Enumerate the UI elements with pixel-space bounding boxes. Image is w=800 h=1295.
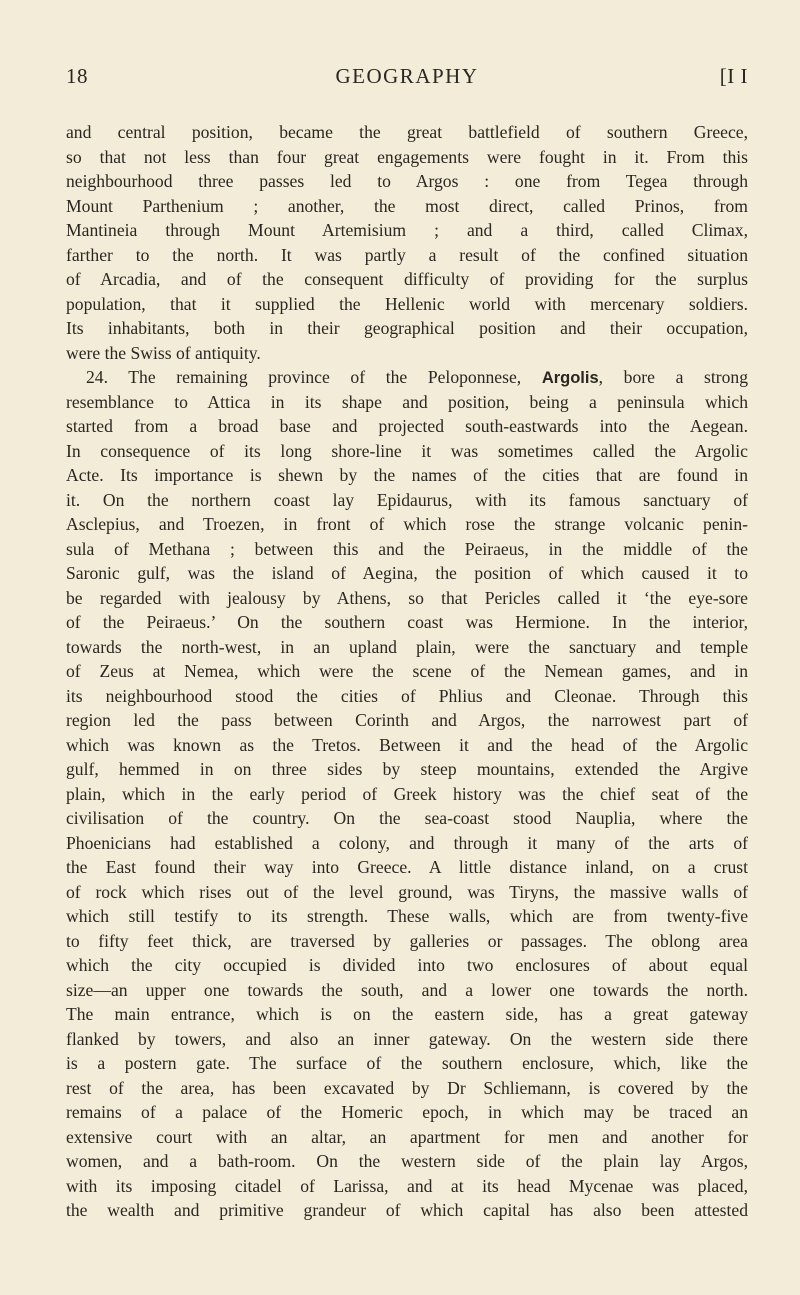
text-line: be regarded with jealousy by Athens, so that Pericles called it ‘the eye-sore xyxy=(66,587,748,608)
text-line: Acte. Its importance is shewn by the names of the cities that are found in xyxy=(66,465,748,485)
text-line: with its imposing citadel of Larissa, and at its head Mycenae was placed, xyxy=(66,1175,748,1196)
text-line: Asclepius, and Troezen, in front of which rose the strange volcanic penin- xyxy=(66,514,748,534)
text-line: were the Swiss of antiquity. xyxy=(66,342,261,363)
text-line: In consequence of its long shore-line it was sometimes called the Argolic xyxy=(66,440,748,461)
text-line: region led the pass between Corinth and Argos, the narrowest part of xyxy=(66,710,748,730)
text-line: plain, which in the early period of Greek history was the chief seat of the xyxy=(66,783,748,804)
text-line: is a postern gate. The surface of the southern enclosure, which, like the xyxy=(66,1053,748,1073)
text-line: civilisation of the country. On the sea-coast stood Nauplia, where the xyxy=(66,808,748,828)
text-line: of the Peiraeus.’ On the southern coast was Hermione. In the interior, xyxy=(66,612,748,632)
text-line: which still testify to its strength. These walls, which are from twenty-five xyxy=(66,906,748,926)
text-line: and central position, became the great battlefield of southern Greece, xyxy=(66,122,748,142)
running-header xyxy=(66,64,748,94)
text-line: its neighbourhood stood the cities of Phlius and Cleonae. Through this xyxy=(66,685,748,706)
text-line: The main entrance, which is on the eastern side, has a great gateway xyxy=(66,1004,748,1024)
text-line: it. On the northern coast lay Epidaurus, with its famous sanctuary of xyxy=(66,489,748,510)
text-line: neighbourhood three passes led to Argos : one from Tegea through xyxy=(66,171,748,191)
paragraph-24-first-line: 24. The remaining province of the Peloponnese, Argolis, bore a strong xyxy=(86,367,748,387)
text-line: to fifty feet thick, are traversed by galleries or passages. The oblong area xyxy=(66,930,748,951)
text-line: resemblance to Attica in its shape and position, being a peninsula which xyxy=(66,391,748,412)
paragraph-24 xyxy=(66,390,748,1223)
text-line: the wealth and primitive grandeur of which capital has also been attested xyxy=(66,1200,748,1220)
text-line: remains of a palace of the Homeric epoch, in which may be traced an xyxy=(66,1102,748,1122)
argolis-heading: Argolis xyxy=(541,369,599,387)
text-line: which the city occupied is divided into two enclosures of about equal xyxy=(66,955,748,975)
text-line: which was known as the Tretos. Between it and the head of the Argolic xyxy=(66,734,748,755)
text-line: Saronic gulf, was the island of Aegina, the position of which caused it to xyxy=(66,563,748,583)
page-number: 18 xyxy=(66,64,88,88)
section-marker: [I I xyxy=(719,64,748,88)
paragraph-23 xyxy=(66,120,748,365)
text-line: Its inhabitants, both in their geographical position and their occupation, xyxy=(66,318,748,338)
text-line: of Arcadia, and of the consequent difficulty of providing for the surplus xyxy=(66,269,748,289)
text-line: Mantineia through Mount Artemisium ; and a third, called Climax, xyxy=(66,220,748,240)
text-line: farther to the north. It was partly a result of the confined situation xyxy=(66,244,748,265)
text-line: gulf, hemmed in on three sides by steep mountains, extended the Argive xyxy=(66,759,748,779)
text-line: flanked by towers, and also an inner gateway. On the western side there xyxy=(66,1028,748,1049)
text-line: women, and a bath-room. On the western side of the plain lay Argos, xyxy=(66,1151,748,1171)
text-line: rest of the area, has been excavated by Dr Schliemann, is covered by the xyxy=(66,1077,748,1098)
text-line: of rock which rises out of the level ground, was Tiryns, the massive walls of xyxy=(66,881,748,902)
text-line: the East found their way into Greece. A little distance inland, on a crust xyxy=(66,857,748,877)
body-text xyxy=(66,120,748,1223)
text-line: started from a broad base and projected south-eastwards into the Aegean. xyxy=(66,416,748,436)
text-line: towards the north-west, in an upland plain, were the sanctuary and temple xyxy=(66,636,748,657)
text-line: size—an upper one towards the south, and a lower one towards the north. xyxy=(66,979,748,1000)
text-line: Phoenicians had established a colony, and through it many of the arts of xyxy=(66,832,748,853)
text-line: of Zeus at Nemea, which were the scene of the Nemean games, and in xyxy=(66,661,748,681)
text-line: population, that it supplied the Hellenic world with mercenary soldiers. xyxy=(66,293,748,314)
text-line: sula of Methana ; between this and the Peiraeus, in the middle of the xyxy=(66,538,748,559)
text-line: extensive court with an altar, an apartment for men and another for xyxy=(66,1126,748,1147)
text-line: so that not less than four great engagements were fought in it. From this xyxy=(66,146,748,167)
text-line: Mount Parthenium ; another, the most direct, called Prinos, from xyxy=(66,195,748,216)
page-title: GEOGRAPHY xyxy=(335,64,479,88)
